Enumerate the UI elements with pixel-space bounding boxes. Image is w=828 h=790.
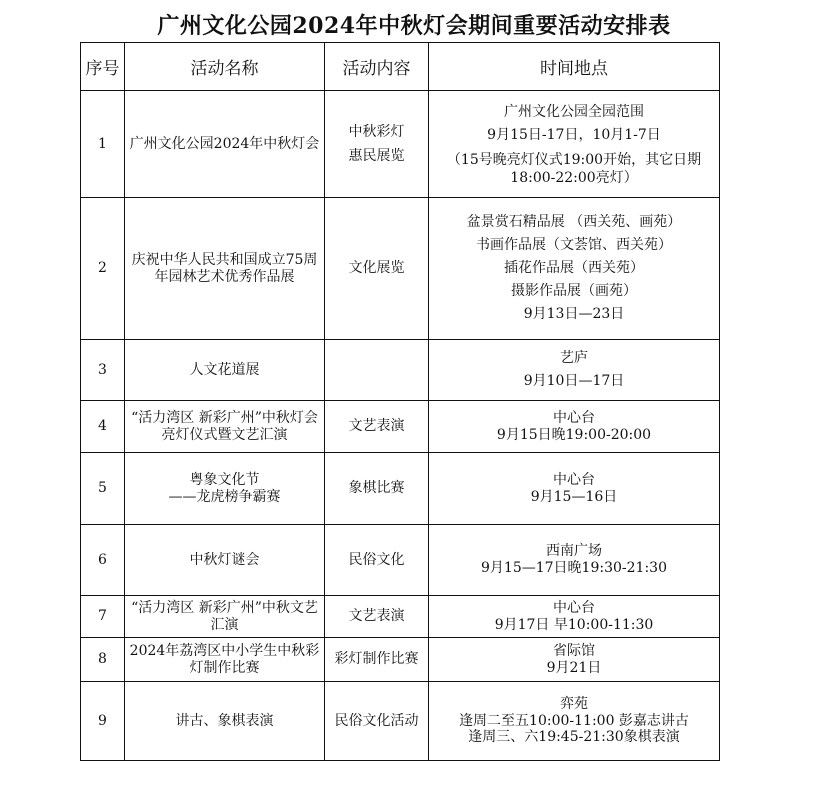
time-place-line: 9月21日 [546,659,602,676]
header-no: 序号 [81,43,125,91]
time-place-line: 9月17日 早10:00-11:30 [494,616,654,633]
table-row [81,340,720,401]
row-number: 7 [81,596,125,638]
table-row [81,401,720,453]
table-row [81,198,720,340]
content-line: 民俗文化 [348,551,405,568]
time-place [429,525,720,596]
time-place [429,638,720,682]
activity-name: “活力湾区 新彩广州”中秋灯会亮灯仪式暨文艺汇演 [125,401,325,453]
time-place-line: 书画作品展（文荟馆、西关苑） [476,236,672,253]
header-time-place: 时间地点 [429,43,720,91]
table-row [81,596,720,638]
time-place-line: （15号晚亮灯仪式19:00开始，其它日期18:00-22:00亮灯） [446,151,702,187]
header-name: 活动名称 [125,43,325,91]
row-number: 5 [81,453,125,525]
time-place-line: 9月15日-17日，10月1-7日 [487,126,661,143]
time-place-line: 逢周二至五10:00-11:00 彭嘉志讲古 [459,712,689,729]
row-number: 3 [81,340,125,401]
time-place [429,682,720,761]
row-number: 9 [81,682,125,761]
activity-name: 中秋灯谜会 [125,525,325,596]
time-place-line: 插花作品展（西关苑） [504,259,644,276]
activity-name-line: ——龙虎榜争霸赛 [168,488,281,505]
activity-content [325,682,429,761]
activity-name: 庆祝中华人民共和国成立75周年园林艺术优秀作品展 [125,198,325,340]
activity-name: 人文花道展 [125,340,325,401]
activity-content [325,91,429,198]
time-place-line: 9月10日—17日 [523,373,625,389]
row-number: 6 [81,525,125,596]
activity-name: 广州文化公园2024年中秋灯会 [125,91,325,198]
time-place [429,91,720,198]
time-place-line: 9月15—17日晚19:30-21:30 [481,560,667,576]
time-place-line: 9月15日晚19:00-20:00 [496,426,652,443]
header-content: 活动内容 [325,43,429,91]
table-row [81,453,720,525]
time-place-line: 广州文化公园全园范围 [504,103,644,120]
time-place [429,198,720,340]
time-place [429,596,720,638]
time-place-line: 西南广场 [546,543,602,560]
table-row [81,638,720,682]
activity-name: “活力湾区 新彩广州”中秋文艺汇演 [125,596,325,638]
activity-name [125,453,325,525]
time-place-line: 9月13日—23日 [523,306,625,323]
time-place-line: 艺庐 [560,349,588,366]
row-number: 2 [81,198,125,340]
row-number: 4 [81,401,125,453]
activity-name-line: 粤象文化节 [189,471,260,488]
header-row [81,43,720,91]
table-row [81,525,720,596]
time-place [429,340,720,401]
content-line: 象棋比赛 [348,480,405,497]
time-place-line: 弈苑 [560,695,588,712]
activity-content [325,401,429,453]
time-place-line: 中心台 [553,409,595,426]
time-place-line: 中心台 [553,471,595,488]
activity-content [325,198,429,340]
activity-content [325,525,429,596]
content-line: 文艺表演 [348,608,405,625]
time-place [429,453,720,525]
schedule-table [80,42,720,761]
content-line: 文化展览 [348,260,405,277]
time-place-line: 逢周三、六19:45-21:30象棋表演 [468,729,680,746]
time-place-line: 盆景赏石精品展 （西关苑、画苑） [466,213,682,230]
activity-name: 讲古、象棋表演 [125,682,325,761]
time-place-line: 省际馆 [553,642,595,659]
content-line: 文艺表演 [348,418,405,435]
activity-content [325,453,429,525]
content-line: 惠民展览 [348,148,405,164]
time-place-line: 中心台 [553,599,595,616]
time-place-line: 9月15—16日 [530,488,618,505]
content-line: 民俗文化活动 [334,712,419,729]
content-line: 彩灯制作比赛 [334,651,419,668]
row-number: 1 [81,91,125,198]
time-place-line: 摄影作品展（画苑） [511,283,637,300]
activity-content [325,638,429,682]
table-row [81,682,720,761]
activity-name: 2024年荔湾区中小学生中秋彩灯制作比赛 [125,638,325,682]
row-number: 8 [81,638,125,682]
content-line: 中秋彩灯 [348,123,405,140]
time-place [429,401,720,453]
table-row [81,91,720,198]
activity-content [325,596,429,638]
page-title: 广州文化公园2024年中秋灯会期间重要活动安排表 [157,13,671,39]
activity-content [325,340,429,401]
